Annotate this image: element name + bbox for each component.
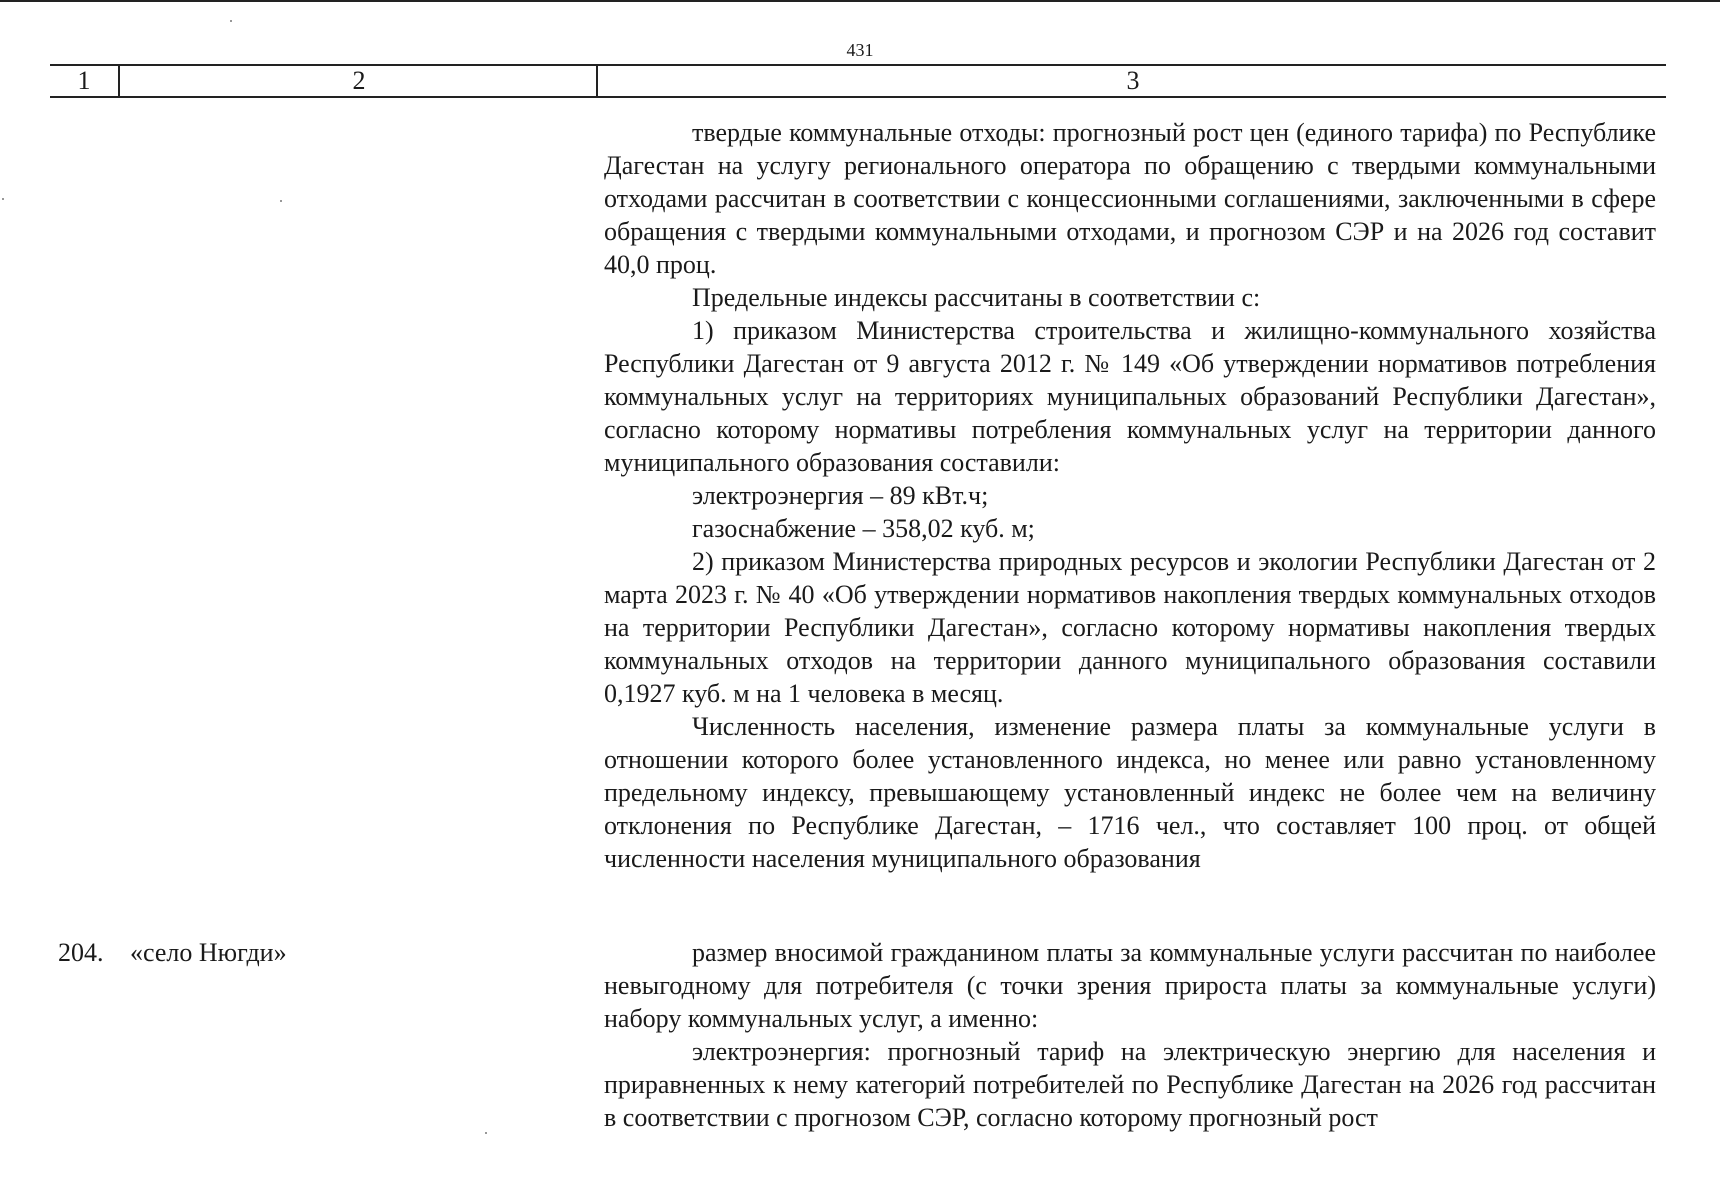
paragraph-electricity-norm: электроэнергия – 89 кВт.ч; [692,481,989,510]
paragraph-electricity-tariff: электроэнергия: прогнозный тариф на электрическую энергию для населения и приравненных к нему категорий потребителей по Республике Дагестан на 2026 год рассчитан в соответствии с прогнозом СЭР, согласно которому прогнозный рост [604,1037,1656,1132]
paragraph-order-1: 1) приказом Министерства строительства и жилищно-коммунального хозяйства Республики Дагестан от 9 августа 2012 г. № 149 «Об утверждении нормативов потребления коммунальных услуг на территориях муниципальных образований Республики Дагестан», согласно которому нормативы потребления коммунальных услуг на территории данного муниципального образования составили: [604,316,1656,477]
paragraph-population: Численность населения, изменение размера платы за коммунальные услуги в отношении которого более установленного индекса, но менее или равно установленному предельному индексу, превышающему установленный индекс не более чем на величину отклонения по Республике Дагестан, – 1716 чел., что составляет 100 проц. от общей численности населения муниципального образования [604,712,1656,873]
paragraph-indices-intro: Предельные индексы рассчитаны в соответствии с: [692,283,1261,312]
row-204-text [604,936,1656,1134]
paragraph-tko: твердые коммунальные отходы: прогнозный рост цен (единого тарифа) по Республике Дагестан на услугу регионального оператора по обращению с твердыми коммунальными отходами рассчитан в соответствии с концессионными соглашениями, заключенными в сфере обращения с твердыми коммунальными отходами, и прогнозом СЭР и на 2026 год составит 40,0 проц. [604,118,1656,279]
header-column-2: 2 [118,66,598,96]
paragraph-gas-norm: газоснабжение – 358,02 куб. м; [692,514,1035,543]
page-number: 431 [846,40,874,60]
scan-speck [2,198,4,200]
table-header-row [50,64,1666,98]
header-column-1: 1 [77,66,91,95]
page-top-edge [0,0,1720,2]
row-203-continuation-text [604,116,1656,875]
row-number: 204. [58,938,104,967]
scan-speck [280,200,282,202]
scan-speck [485,1132,487,1134]
paragraph-order-2: 2) приказом Министерства природных ресурсов и экологии Республики Дагестан от 2 марта 2023 г. № 40 «Об утверждении нормативов накопления твердых коммунальных отходов на территории Республики Дагестан», согласно которому нормативы накопления твердых коммунальных отходов на территории данного муниципального образования составили 0,1927 куб. м на 1 человека в месяц. [604,547,1656,708]
paragraph-payment-calc: размер вносимой гражданином платы за коммунальные услуги рассчитан по наиболее невыгодному для потребителя (с точки зрения прироста платы за коммунальные услуги) набору коммунальных услуг, а именно: [604,938,1656,1033]
header-column-3: 3 [596,66,1668,96]
municipality-name: «село Нюгди» [130,938,287,967]
scan-speck [230,20,232,22]
